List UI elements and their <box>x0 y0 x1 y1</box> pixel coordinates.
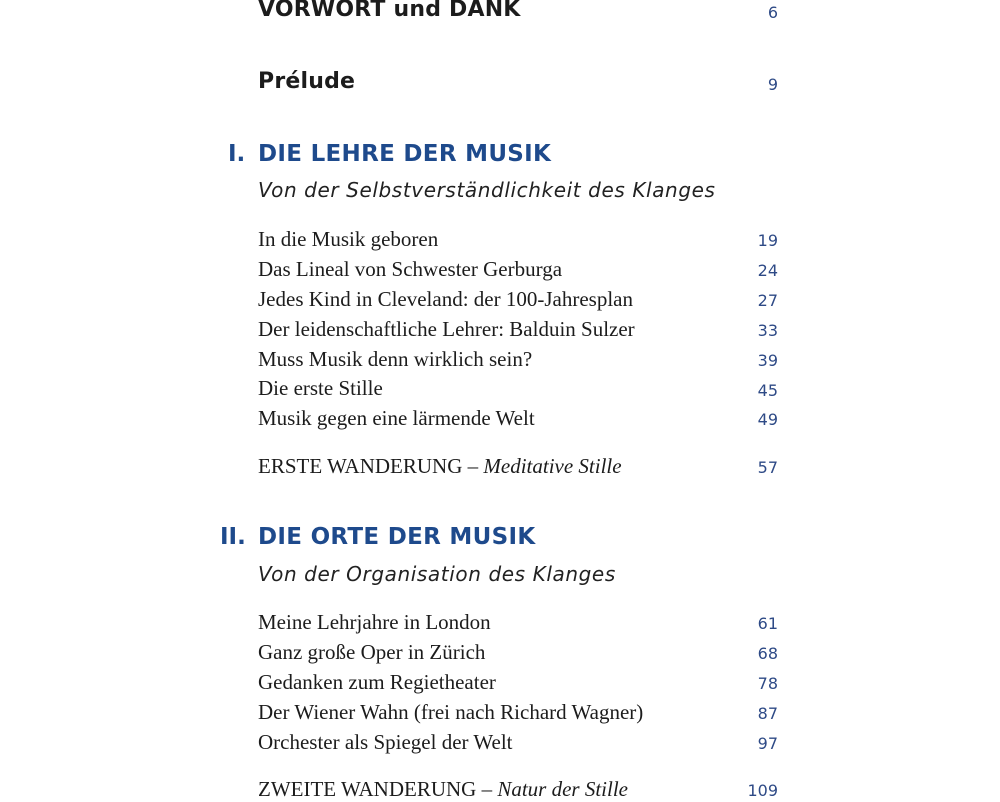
toc-entry-vorwort: VORWORT und DANK <box>258 0 521 22</box>
page-number: 9 <box>767 75 778 94</box>
toc-entry: Meine Lehrjahre in London <box>258 610 491 634</box>
wanderung-dash: – <box>481 777 493 801</box>
page-number: 6 <box>767 3 778 22</box>
toc-entry-prelude: Prélude <box>258 69 356 94</box>
toc-entry: Die erste Stille <box>258 376 383 400</box>
part-subtitle: Von der Selbstverständlichkeit des Klanges <box>258 178 716 202</box>
part-numeral: II. <box>220 524 246 550</box>
toc-entry: Der Wiener Wahn (frei nach Richard Wagner) <box>258 700 644 724</box>
page-number: 68 <box>757 644 778 663</box>
wanderung-dash: – <box>467 454 479 478</box>
toc-entry: Jedes Kind in Cleveland: der 100-Jahresplan <box>258 287 633 311</box>
wanderung-title: Natur der Stille <box>497 777 628 801</box>
part-title: DIE ORTE DER MUSIK <box>258 524 536 550</box>
wanderung-entry <box>258 777 628 802</box>
toc-entry: Der leidenschaftliche Lehrer: Balduin Sulzer <box>258 317 635 341</box>
wanderung-label: ERSTE WANDERUNG <box>258 454 463 478</box>
part-subtitle: Von der Organisation des Klanges <box>258 562 616 586</box>
page-number: 39 <box>757 351 778 370</box>
page-number: 97 <box>757 734 778 753</box>
toc-entry: In die Musik geboren <box>258 227 439 251</box>
page-number: 57 <box>757 458 778 477</box>
toc-entry: Das Lineal von Schwester Gerburga <box>258 257 563 281</box>
wanderung-label: ZWEITE WANDERUNG <box>258 777 477 801</box>
wanderung-entry <box>258 454 622 479</box>
page-number: 87 <box>757 704 778 723</box>
part-title: DIE LEHRE DER MUSIK <box>258 141 552 167</box>
page-number: 45 <box>757 381 778 400</box>
wanderung-title: Meditative Stille <box>483 454 622 478</box>
page-number: 24 <box>757 261 778 280</box>
page-number: 49 <box>757 410 778 429</box>
page-number: 19 <box>757 231 778 250</box>
page-number: 61 <box>757 614 778 633</box>
toc-entry: Orchester als Spiegel der Welt <box>258 730 513 754</box>
part-numeral: I. <box>228 141 246 167</box>
toc-entry: Muss Musik denn wirklich sein? <box>258 347 533 371</box>
toc-entry: Ganz große Oper in Zürich <box>258 640 486 664</box>
page-number: 27 <box>757 291 778 310</box>
toc-entry: Gedanken zum Regietheater <box>258 670 496 694</box>
page-number: 109 <box>747 781 778 800</box>
toc-entry: Musik gegen eine lärmende Welt <box>258 406 535 430</box>
page-number: 78 <box>757 674 778 693</box>
page-number: 33 <box>757 321 778 340</box>
